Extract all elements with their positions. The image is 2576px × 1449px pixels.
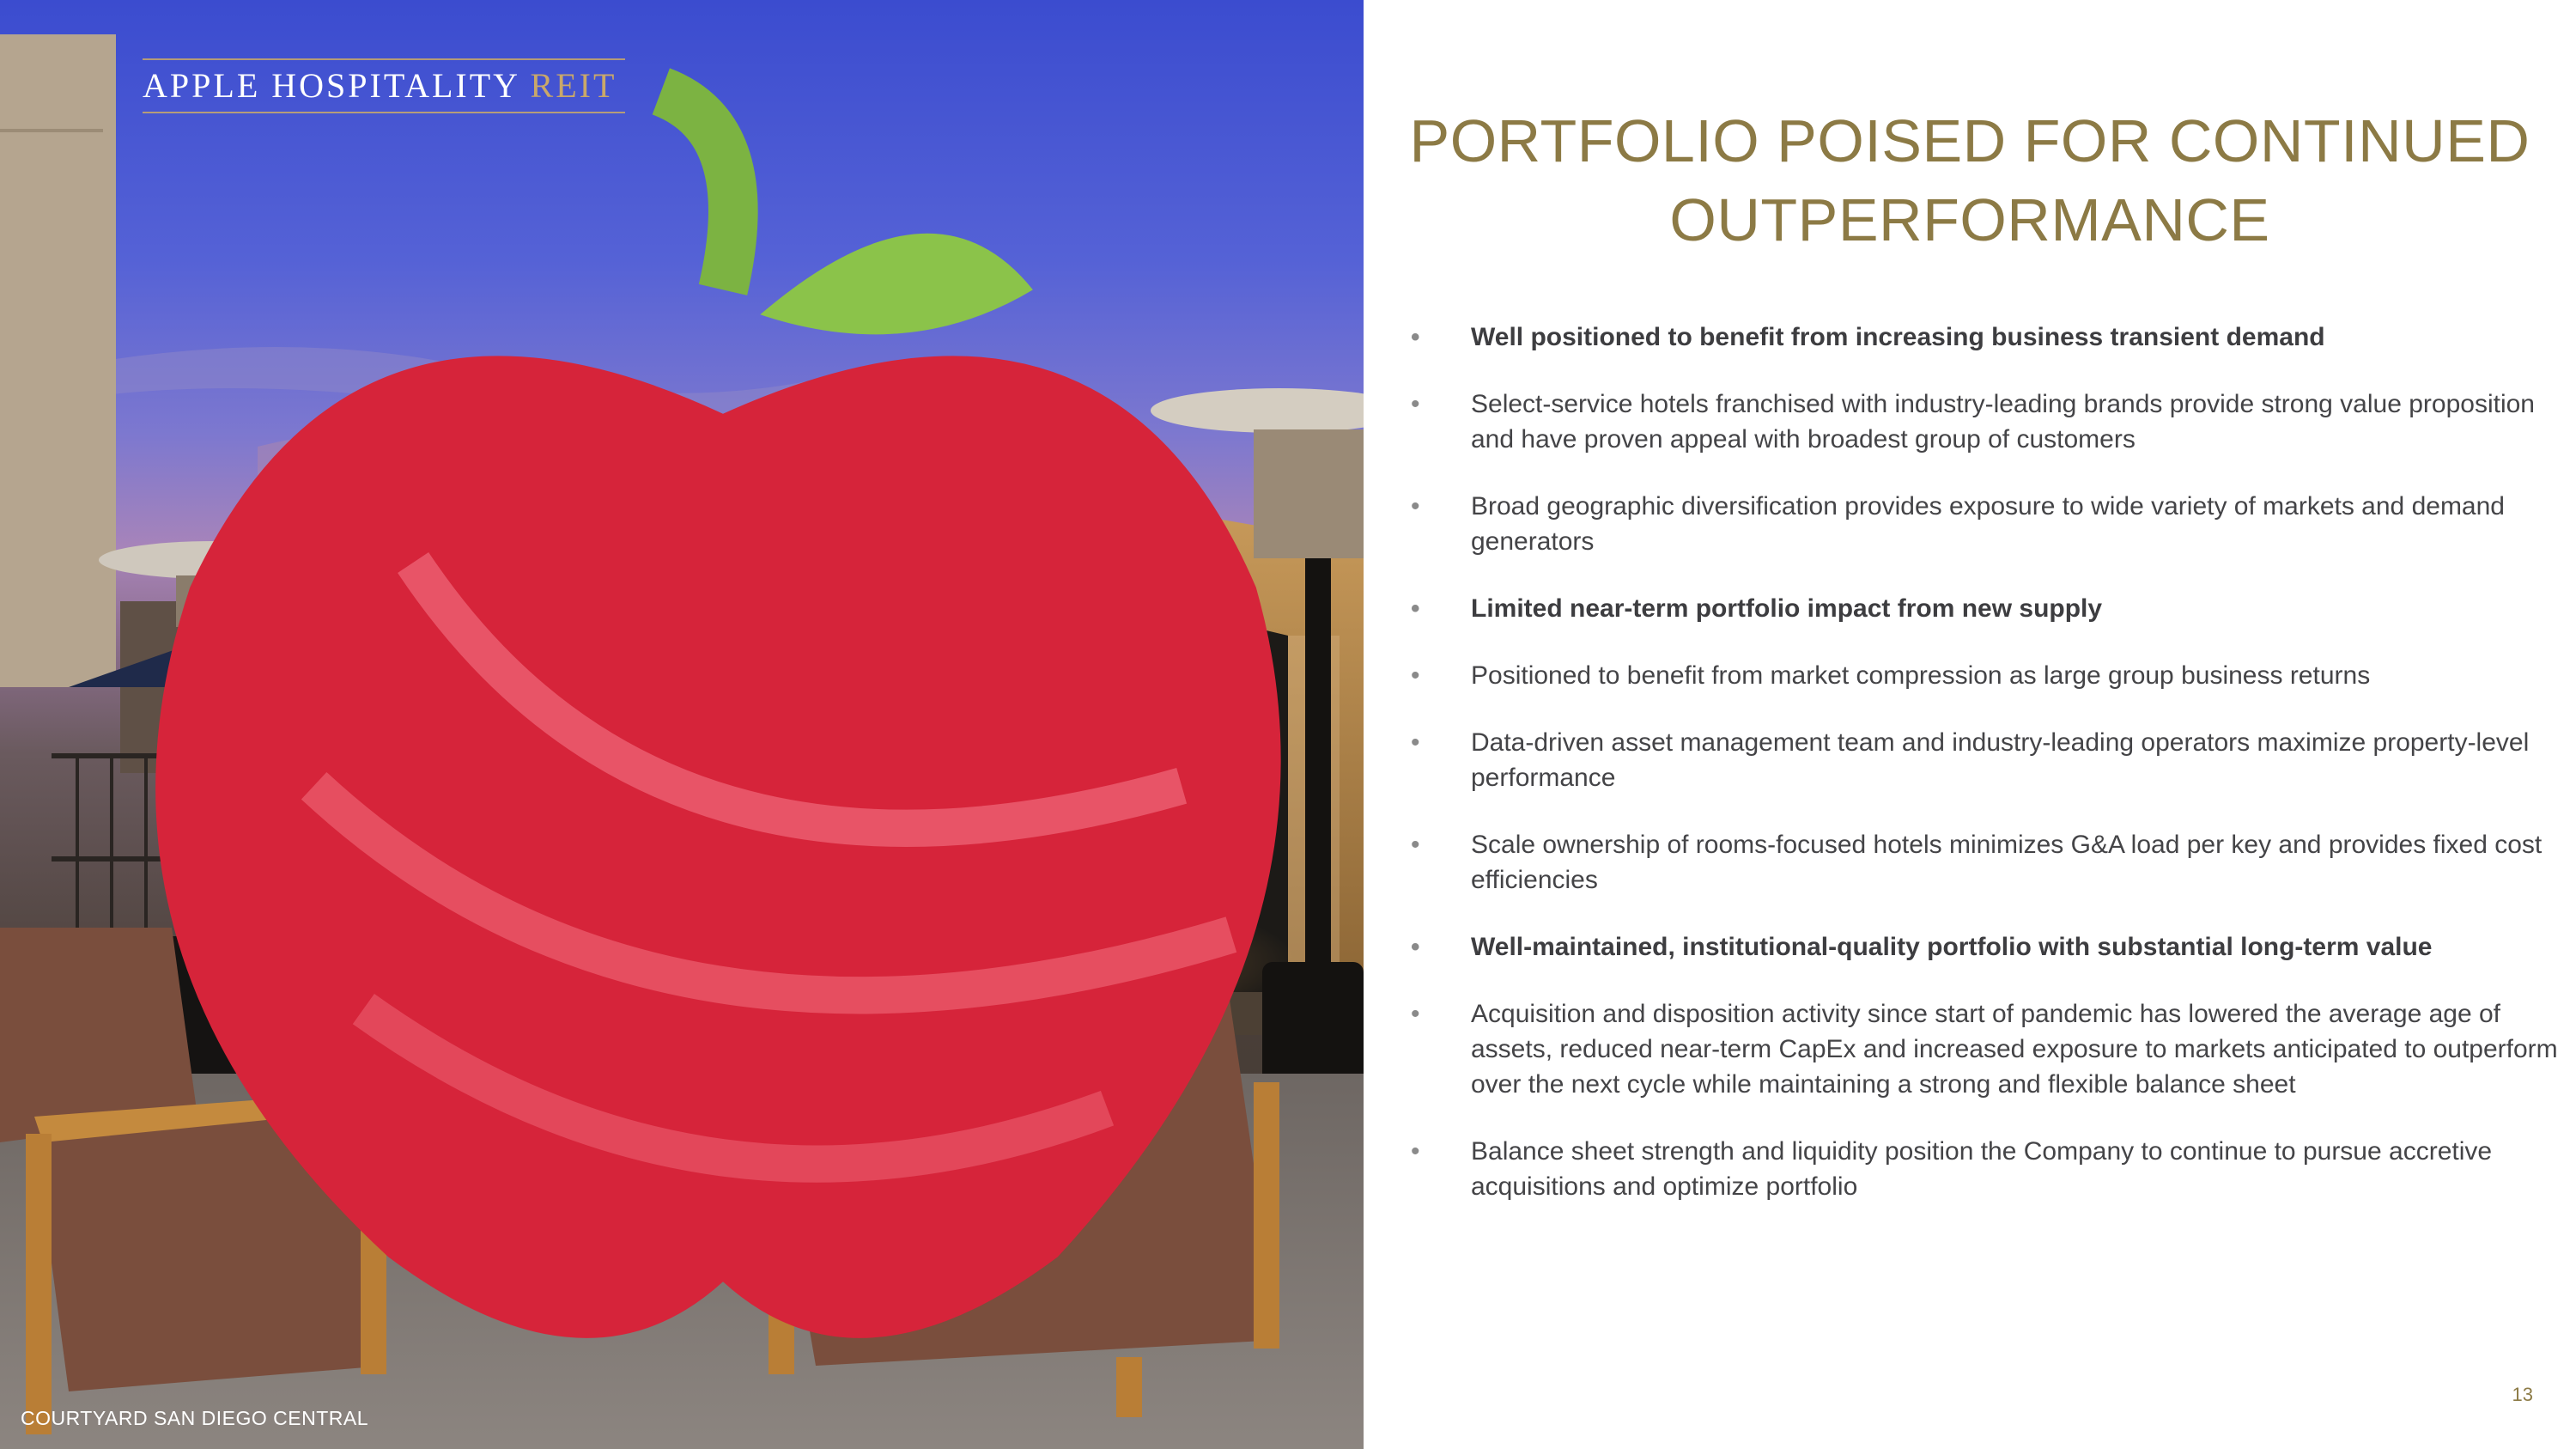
- brand-name-main: APPLE HOSPITALITY: [143, 66, 519, 105]
- apple-logo-icon: [41, 24, 1364, 1449]
- bullet-text: Acquisition and disposition activity since start of pandemic has lowered the average age of assets, reduced near-term CapEx and increased exposure to markets anticipated to outperform over the next cycle while maintaining a strong and flexible balance sheet: [1471, 1000, 2558, 1099]
- bullet-item: [1411, 387, 2561, 457]
- bullet-dot-icon: •: [1411, 390, 1420, 418]
- bullet-item: [1411, 658, 2561, 693]
- bullet-text: Balance sheet strength and liquidity position the Company to continue to pursue accretive acquisitions and optimize portfolio: [1471, 1137, 2493, 1201]
- bullet-text: Scale ownership of rooms-focused hotels minimizes G&A load per key and provides fixed cost efficiencies: [1471, 831, 2543, 894]
- bullet-item: [1411, 1134, 2561, 1204]
- page-number: 13: [2512, 1384, 2533, 1405]
- bullet-item: [1411, 591, 2561, 626]
- bullet-item: [1411, 929, 2561, 965]
- bullet-text: Broad geographic diversification provides exposure to wide variety of markets and demand generators: [1471, 492, 2505, 556]
- bullet-text: Select-service hotels franchised with industry-leading brands provide strong value proposition and have proven appeal with broadest group of customers: [1471, 390, 2535, 454]
- bullet-dot-icon: •: [1411, 594, 1420, 623]
- bullet-dot-icon: •: [1411, 933, 1420, 961]
- bullet-item: [1411, 827, 2561, 898]
- bullet-text: Limited near-term portfolio impact from new supply: [1471, 594, 2103, 623]
- bullet-dot-icon: •: [1411, 1000, 1420, 1028]
- bullet-dot-icon: •: [1411, 661, 1420, 690]
- bullet-dot-icon: •: [1411, 728, 1420, 757]
- bullet-text: Well positioned to benefit from increasing business transient demand: [1471, 323, 2325, 351]
- brand-name-suffix: REIT: [530, 66, 617, 105]
- bullet-dot-icon: •: [1411, 323, 1420, 351]
- brand-name: [143, 65, 617, 106]
- bullet-item: [1411, 489, 2561, 559]
- bullet-dot-icon: •: [1411, 1137, 1420, 1166]
- bullet-text: Positioned to benefit from market compression as large group business returns: [1471, 661, 2371, 690]
- photo-caption: COURTYARD SAN DIEGO CENTRAL: [21, 1407, 368, 1429]
- brand-logo: [41, 24, 617, 119]
- logo-rule-bottom: [143, 112, 625, 113]
- bullet-list: [1411, 320, 2561, 1236]
- bullet-dot-icon: •: [1411, 831, 1420, 859]
- bullet-item: [1411, 320, 2561, 355]
- bullet-text: Well-maintained, institutional-quality portfolio with substantial long-term value: [1471, 933, 2433, 961]
- logo-rule-top: [143, 58, 625, 60]
- bullet-dot-icon: •: [1411, 492, 1420, 521]
- slide-content: [1364, 0, 2576, 1449]
- slide-title: PORTFOLIO POISED FOR CONTINUED OUTPERFORMANCE: [1409, 107, 2530, 253]
- bullet-text: Data-driven asset management team and industry-leading operators maximize property-level performance: [1471, 728, 2530, 792]
- bullet-item: [1411, 725, 2561, 795]
- bullet-item: [1411, 996, 2561, 1102]
